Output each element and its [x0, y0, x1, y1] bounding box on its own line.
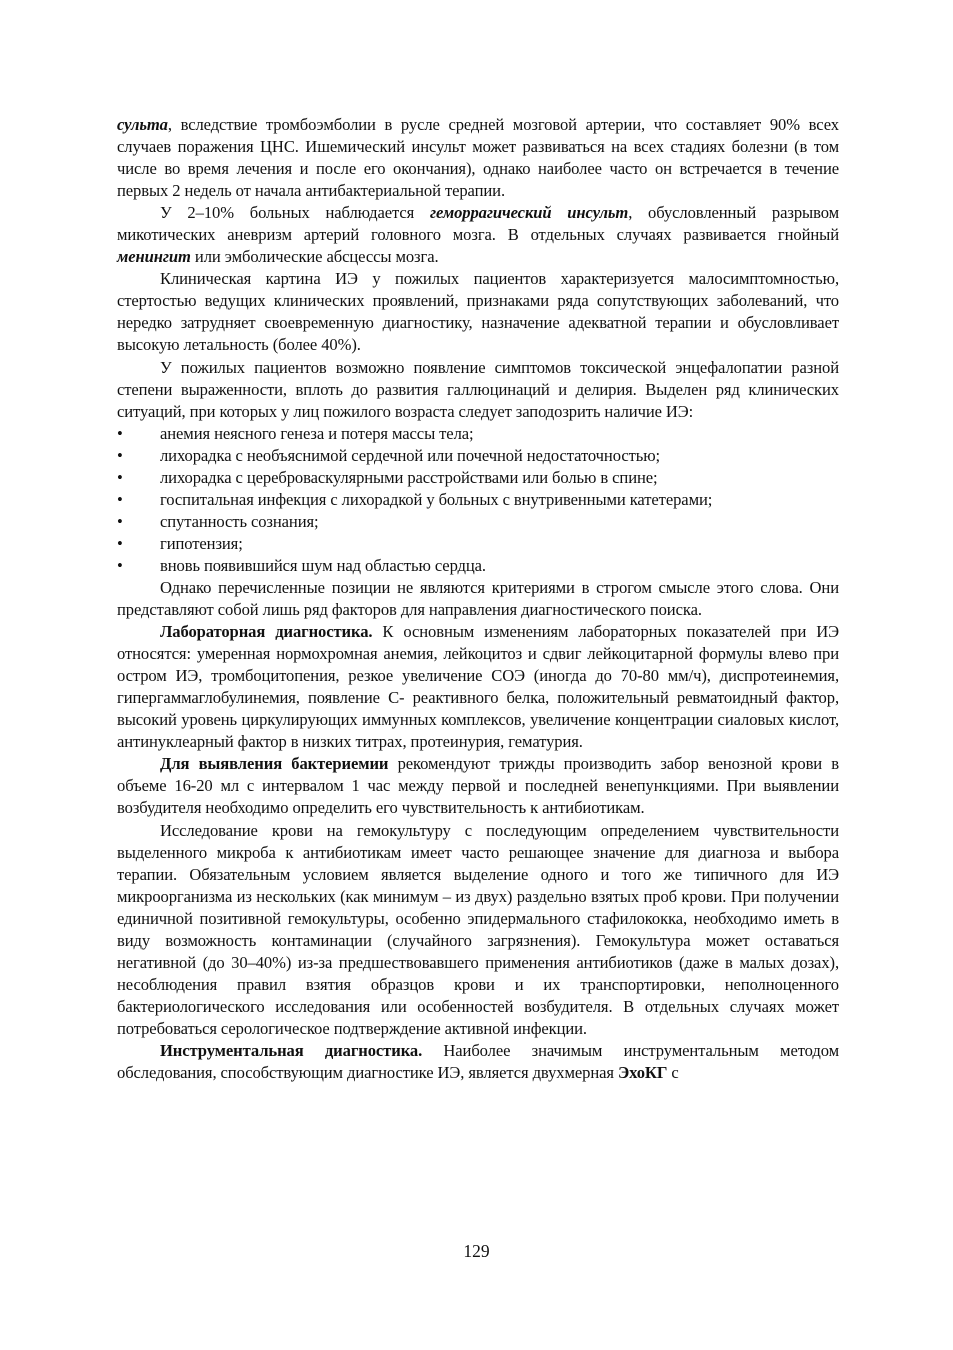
- paragraph-lab-diagnostics: [117, 621, 839, 753]
- list-item: [117, 445, 839, 467]
- paragraph-text: с: [667, 1063, 679, 1083]
- bullet-icon: •: [117, 489, 123, 509]
- paragraph-text: рекомендуют трижды производить забор венозной крови в объеме 16-20 мл с интервалом 1 час между первой и последней венепункциями. При выявлении возбудителя необходимо определить его чувствительность к антибиотикам.: [117, 754, 839, 818]
- term-hemorrhagic-stroke: геморрагический инсульт: [429, 203, 629, 223]
- suspicion-criteria-list: [117, 423, 839, 577]
- list-item: [117, 511, 839, 533]
- paragraph-blood-culture: Исследование крови на гемокультуру с последующим определением чувствительности выделенного микроба к антибиотикам имеет часто решающее значение для диагноза и выбора терапии. Обязательным условием является выделение одного и того же типичного для ИЭ микроорганизма из нескольких (как минимум – из двух) раздельно взятых проб крови. При получении единичной позитивной гемокультуры, особенно эпидермального стафилококка, необходимо иметь в виду возможность контаминации (случайного загрязнения). Гемокультура может оставаться негативной (до 30–40%) из-за предшествовавшего применения антибиотиков (даже в малых дозах), несоблюдения правил взятия образцов крови и их транспортировки, неполноценного бактериологического исследования или особенностей возбудителя. В отдельных случаях может потребоваться серологическое подтверждение активной инфекции.: [117, 820, 839, 1038]
- bullet-icon: •: [117, 445, 123, 465]
- bullet-icon: •: [117, 533, 123, 553]
- heading-instrumental-diagnostics: Инструментальная диагностика.: [160, 1040, 423, 1060]
- paragraph-elderly-clinical-picture: Клиническая картина ИЭ у пожилых пациентов характеризуется малосимптомностью, стертостью ведущих клинических проявлений, признаками ряда сопутствующих заболеваний, что нередко затрудняет своевременную диагностику, назначение адекватной терапии и обусловливает высокую летальность (более 40%).: [117, 269, 839, 355]
- term-meningitis: менингит: [117, 247, 191, 267]
- paragraph-bacteremia: [117, 753, 839, 819]
- list-item-text: лихорадка с цереброваскулярными расстройствами или болью в спине;: [160, 467, 658, 487]
- list-item: [117, 489, 839, 511]
- list-item-text: госпитальная инфекция с лихорадкой у больных с внутривенными катетерами;: [160, 489, 713, 509]
- bullet-icon: •: [117, 511, 123, 531]
- paragraph-text: Наиболее значимым инструментальным методом обследования, способствующим диагностике ИЭ, является двухмерная: [117, 1040, 839, 1083]
- list-item-text: лихорадка с необъяснимой сердечной или почечной недостаточностью;: [160, 445, 661, 465]
- list-item-text: вновь появившийся шум над областью сердца.: [160, 555, 486, 575]
- paragraph-text: К основным изменениям лабораторных показателей при ИЭ относятся: умеренная нормохромная анемия, лейкоцитоз и сдвиг лейкоцитарной формулы влево при остром ИЭ, тромбоцитопения, резкое увеличение СОЭ (иногда до 70-80 мм/ч), диспротеинемия, гипергаммаглобулинемия, появление С- реактивного белка, положительный ревматоидный фактор, высокий уровень циркулирующих иммунных комплексов, увеличение концентрации сиаловых кислот, антинуклеарный фактор в низких титрах, протеинурия, гематурия.: [117, 622, 839, 752]
- bullet-icon: •: [117, 555, 123, 575]
- list-item: [117, 467, 839, 489]
- page-body: [117, 114, 839, 1084]
- term-echocg: ЭхоКГ: [618, 1063, 668, 1083]
- paragraph-text: или эмболические абсцессы мозга.: [190, 247, 439, 267]
- paragraph-text: У 2–10% больных наблюдается: [160, 203, 430, 223]
- paragraph-text: , вследствие тромбоэмболии в русле средней мозговой артерии, что составляет 90% всех случаев поражения ЦНС. Ишемический инсульт может развиваться на всех стадиях болезни (в том числе во время лечения и после его окончания), однако наиболее часто он встречается в течение первых 2 недель от начала антибактериальной терапии.: [117, 115, 839, 201]
- list-item: [117, 555, 839, 577]
- paragraph-text: , обусловленный разрывом микотических аневризм артерий головного мозга. В отдельных случаях развивается гнойный: [117, 203, 840, 245]
- paragraph-stroke-continuation: [117, 114, 839, 202]
- list-item-text: гипотензия;: [160, 533, 243, 553]
- list-item-text: анемия неясного генеза и потеря массы тела;: [160, 423, 474, 443]
- bullet-icon: •: [117, 467, 123, 487]
- list-item: [117, 533, 839, 555]
- paragraph-criteria-note: Однако перечисленные позиции не являются критериями в строгом смысле этого слова. Они представляют собой лишь ряд факторов для направления диагностического поиска.: [117, 577, 839, 620]
- paragraph-hemorrhagic-stroke: [117, 202, 839, 268]
- list-item: [117, 423, 839, 445]
- term-stroke: сульта: [117, 115, 168, 134]
- paragraph-instrumental-diagnostics: [117, 1040, 839, 1084]
- paragraph-elderly-encephalopathy: У пожилых пациентов возможно появление симптомов токсической энцефалопатии разной степени выраженности, вплоть до развития галлюцинаций и делирия. Выделен ряд клинических ситуаций, при которых у лиц пожилого возраста следует заподозрить наличие ИЭ:: [117, 357, 839, 421]
- heading-lab-diagnostics: Лабораторная диагностика.: [160, 622, 373, 642]
- page-number: 129: [463, 1241, 490, 1261]
- list-item-text: спутанность сознания;: [160, 511, 319, 531]
- heading-bacteremia: Для выявления бактериемии: [160, 754, 389, 774]
- bullet-icon: •: [117, 423, 123, 443]
